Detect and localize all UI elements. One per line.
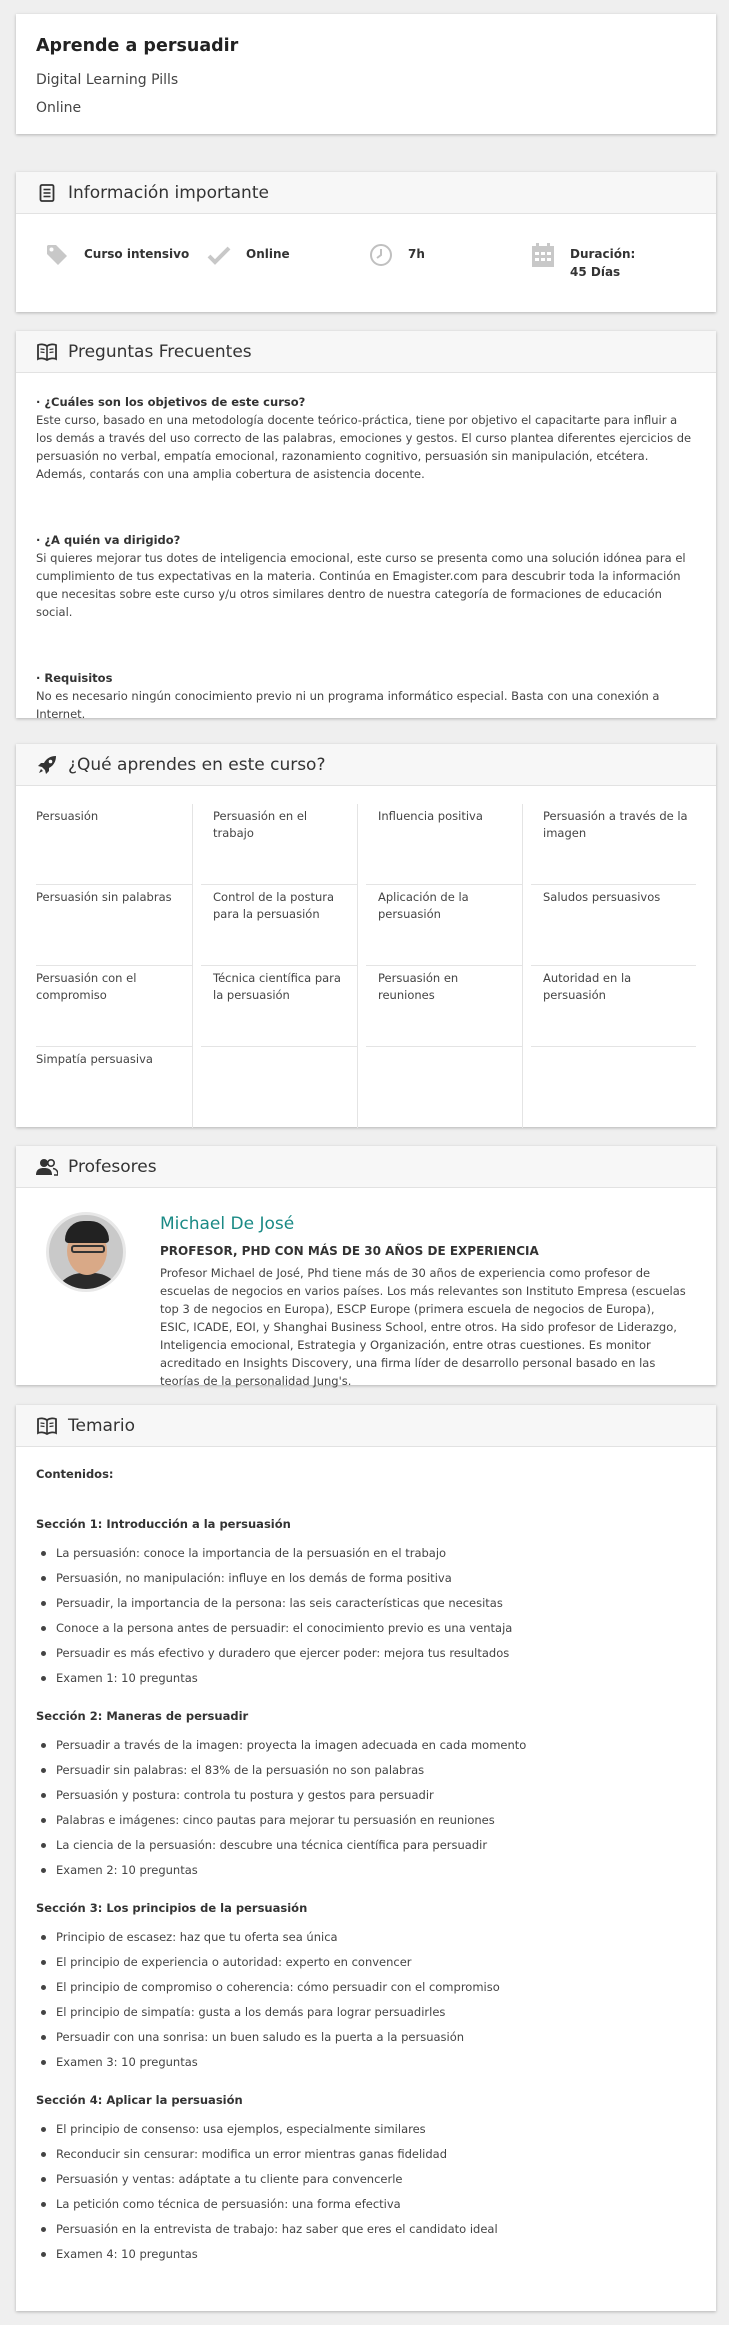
learn-card-title: ¿Qué aprendes en este curso? bbox=[68, 754, 326, 775]
course-mode: Online bbox=[36, 100, 82, 116]
info-card bbox=[16, 172, 716, 312]
syllabus-item: Examen 4: 10 preguntas bbox=[36, 2242, 696, 2267]
info-item-duration-label: Duración: bbox=[570, 247, 636, 261]
faq-answer: No es necesario ningún conocimiento previo ni un programa informático especial. Basta con una conexión a Internet. bbox=[36, 689, 660, 721]
users-icon bbox=[36, 1156, 58, 1178]
topic-cell: Persuasión a través de la imagen bbox=[531, 804, 696, 885]
calendar-icon bbox=[530, 242, 556, 268]
teacher-name[interactable]: Michael De José bbox=[160, 1214, 295, 1234]
teacher-bio: Profesor Michael de José, Phd tiene más de 30 años de experiencia como profesor de escuelas de negocios en varios países. Los más relevantes son Instituto Empresa (escuelas top 3 de negocios en Europa), ESCP Europe (primera escuela de negocios de Europa), ESIC, ICADE, EOI, y Shanghai Business School, entre otros. Ha sido profesor de Liderazgo, Inteligencia emocional, Estrategia y Organización, entre otras cuestiones. Es monitor acreditado en Insights Discovery, una firma líder de desarrollo personal basado en las teorías de la personalidad Jung's. bbox=[160, 1266, 686, 1388]
syllabus-item: La persuasión: conoce la importancia de la persuasión en el trabajo bbox=[36, 1541, 696, 1566]
syllabus-section-title: Sección 2: Maneras de persuadir bbox=[36, 1709, 249, 1723]
syllabus-item: La petición como técnica de persuasión: una forma efectiva bbox=[36, 2192, 696, 2217]
syllabus-item: Persuasión y postura: controla tu postura y gestos para persuadir bbox=[36, 1783, 696, 1808]
syllabus-item: Persuadir a través de la imagen: proyecta la imagen adecuada en cada momento bbox=[36, 1733, 696, 1758]
topic-cell: Aplicación de la persuasión bbox=[366, 885, 523, 966]
teacher-info bbox=[160, 1212, 686, 1390]
syllabus-item: El principio de experiencia o autoridad: experto en convencer bbox=[36, 1950, 696, 1975]
topic-cell: Autoridad en la persuasión bbox=[531, 966, 696, 1047]
topic-cell: Saludos persuasivos bbox=[531, 885, 696, 966]
teacher-avatar bbox=[46, 1212, 126, 1292]
faq-question: · ¿A quién va dirigido? bbox=[36, 533, 181, 547]
topics-grid bbox=[16, 786, 716, 1128]
topic-cell: Persuasión con el compromiso bbox=[36, 966, 193, 1047]
faq-question: · ¿Cuáles son los objetivos de este curso? bbox=[36, 395, 306, 409]
info-item-hours-label: 7h bbox=[408, 247, 425, 261]
topic-cell: Persuasión bbox=[36, 804, 193, 885]
clock-icon bbox=[368, 242, 394, 268]
syllabus-item: Persuasión en la entrevista de trabajo: haz saber que eres el candidato ideal bbox=[36, 2217, 696, 2242]
teacher-title: PROFESOR, PHD CON MÁS DE 30 AÑOS DE EXPERIENCIA bbox=[160, 1244, 539, 1258]
syllabus-item: El principio de consenso: usa ejemplos, especialmente similares bbox=[36, 2117, 696, 2142]
info-item-duration bbox=[530, 242, 692, 281]
syllabus-section-title: Sección 1: Introducción a la persuasión bbox=[36, 1517, 291, 1531]
syllabus-section-list bbox=[36, 1925, 696, 2075]
faq-item bbox=[36, 669, 696, 723]
faq-item bbox=[36, 393, 696, 483]
syllabus-item: Persuadir sin palabras: el 83% de la persuasión no son palabras bbox=[36, 1758, 696, 1783]
faq-card-header bbox=[16, 331, 716, 373]
learn-card-header bbox=[16, 744, 716, 786]
syllabus-item: La ciencia de la persuasión: descubre una técnica científica para persuadir bbox=[36, 1833, 696, 1858]
course-header-card bbox=[16, 14, 716, 134]
syllabus-contents-label: Contenidos: bbox=[36, 1467, 114, 1481]
teachers-card-title: Profesores bbox=[68, 1156, 157, 1177]
info-item-hours bbox=[368, 242, 530, 281]
info-item-mode-label: Online bbox=[246, 247, 290, 261]
syllabus-section-list bbox=[36, 2117, 696, 2267]
topic-cell: Influencia positiva bbox=[366, 804, 523, 885]
document-icon bbox=[36, 182, 58, 204]
book-icon bbox=[36, 1415, 58, 1437]
topic-cell: Control de la postura para la persuasión bbox=[201, 885, 358, 966]
info-card-title: Información importante bbox=[68, 182, 269, 203]
syllabus-section-title: Sección 4: Aplicar la persuasión bbox=[36, 2093, 243, 2107]
info-row bbox=[16, 214, 716, 281]
syllabus-card bbox=[16, 1405, 716, 2311]
teacher-profile bbox=[16, 1188, 716, 1390]
faq-answer: Este curso, basado en una metodología docente teórico-práctica, tiene por objetivo el capacitarte para influir a los demás a través del uso correcto de las palabras, emociones y gestos. El curso plantea diferentes ejercicios de persuasión no verbal, empatía emocional, razonamiento cognitivo, persuasión sin manipulación, etcétera. Además, contarás con una amplia cobertura de asistencia docente. bbox=[36, 413, 692, 481]
faq-list bbox=[16, 373, 716, 723]
syllabus-item: Reconducir sin censurar: modifica un error mientras ganas fidelidad bbox=[36, 2142, 696, 2167]
syllabus-section-list bbox=[36, 1733, 696, 1883]
check-icon bbox=[206, 242, 232, 268]
learn-card bbox=[16, 744, 716, 1127]
syllabus-item: Examen 2: 10 preguntas bbox=[36, 1858, 696, 1883]
topic-cell bbox=[531, 1047, 696, 1128]
syllabus-item: Examen 3: 10 preguntas bbox=[36, 2050, 696, 2075]
topic-cell: Técnica científica para la persuasión bbox=[201, 966, 358, 1047]
teachers-card-header bbox=[16, 1146, 716, 1188]
syllabus-item: Examen 1: 10 preguntas bbox=[36, 1666, 696, 1691]
info-card-header bbox=[16, 172, 716, 214]
topic-cell: Persuasión sin palabras bbox=[36, 885, 193, 966]
topic-cell bbox=[201, 1047, 358, 1128]
faq-card bbox=[16, 331, 716, 721]
faq-question: · Requisitos bbox=[36, 671, 113, 685]
syllabus-item: Persuadir es más efectivo y duradero que ejercer poder: mejora tus resultados bbox=[36, 1641, 696, 1666]
teachers-card bbox=[16, 1146, 716, 1388]
topic-cell bbox=[366, 1047, 523, 1128]
syllabus-card-header bbox=[16, 1405, 716, 1447]
rocket-icon bbox=[36, 754, 58, 776]
faq-answer: Si quieres mejorar tus dotes de inteligencia emocional, este curso se presenta como una solución idónea para el cumplimiento de tus expectativas en la materia. Continúa en Emagister.com para descubrir toda la información que necesitas sobre este curso y/u otros similares dentro de nuestra categoría de formaciones de educación social. bbox=[36, 551, 686, 619]
syllabus-item: Persuasión, no manipulación: influye en los demás de forma positiva bbox=[36, 1566, 696, 1591]
syllabus-section-list bbox=[36, 1541, 696, 1691]
syllabus-item: Principio de escasez: haz que tu oferta sea única bbox=[36, 1925, 696, 1950]
syllabus-item: Persuadir, la importancia de la persona: las seis características que necesitas bbox=[36, 1591, 696, 1616]
info-item-duration-text bbox=[570, 242, 635, 281]
tag-icon bbox=[44, 242, 70, 268]
info-item-type-label: Curso intensivo bbox=[84, 247, 190, 261]
book-icon bbox=[36, 341, 58, 363]
faq-card-title: Preguntas Frecuentes bbox=[68, 341, 252, 362]
syllabus-card-title: Temario bbox=[68, 1415, 136, 1436]
topic-cell: Simpatía persuasiva bbox=[36, 1047, 193, 1128]
syllabus-section-title: Sección 3: Los principios de la persuasión bbox=[36, 1901, 308, 1915]
syllabus-item: Persuasión y ventas: adáptate a tu cliente para convencerle bbox=[36, 2167, 696, 2192]
course-title: Aprende a persuadir bbox=[36, 36, 239, 56]
faq-item bbox=[36, 531, 696, 621]
syllabus-item: El principio de compromiso o coherencia: cómo persuadir con el compromiso bbox=[36, 1975, 696, 2000]
syllabus-item: Palabras e imágenes: cinco pautas para mejorar tu persuasión en reuniones bbox=[36, 1808, 696, 1833]
info-item-duration-value: 45 Días bbox=[570, 265, 621, 279]
topic-cell: Persuasión en el trabajo bbox=[201, 804, 358, 885]
syllabus-body bbox=[16, 1447, 716, 2267]
syllabus-item: El principio de simpatía: gusta a los demás para lograr persuadirles bbox=[36, 2000, 696, 2025]
info-item-type bbox=[44, 242, 206, 281]
course-provider[interactable]: Digital Learning Pills bbox=[36, 72, 179, 88]
syllabus-item: Persuadir con una sonrisa: un buen saludo es la puerta a la persuasión bbox=[36, 2025, 696, 2050]
syllabus-item: Conoce a la persona antes de persuadir: el conocimiento previo es una ventaja bbox=[36, 1616, 696, 1641]
info-item-mode bbox=[206, 242, 368, 281]
topic-cell: Persuasión en reuniones bbox=[366, 966, 523, 1047]
